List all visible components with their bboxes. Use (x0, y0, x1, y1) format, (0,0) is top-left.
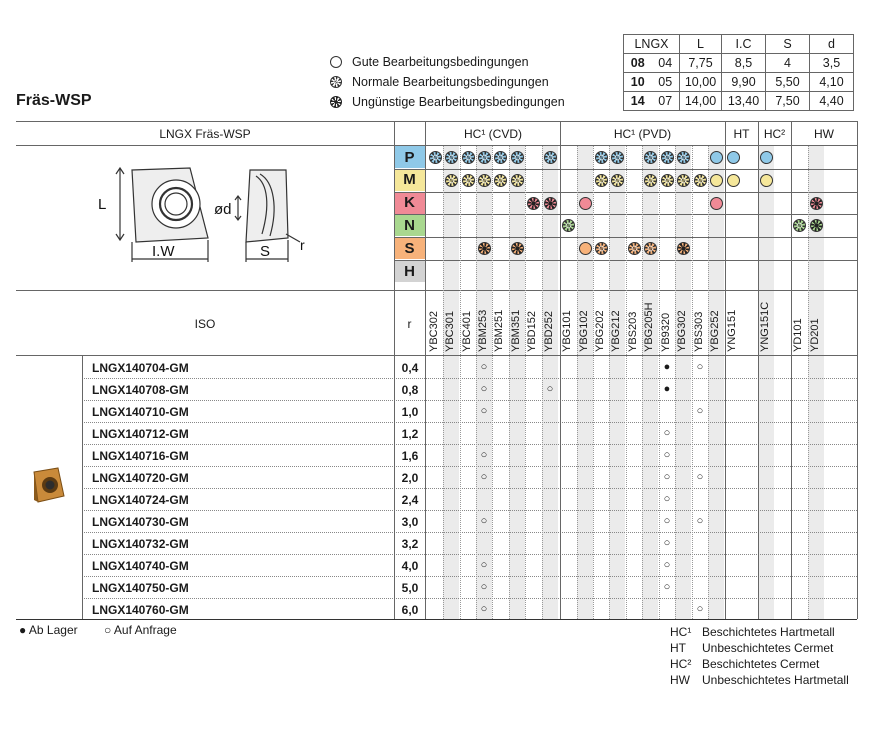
normal-conditions-icon (462, 174, 475, 187)
dims-header: L (680, 35, 722, 54)
product-code: LNGX140704-GM (92, 361, 189, 375)
normal-conditions-icon (445, 151, 458, 164)
abbr-key: HW (670, 673, 690, 687)
abbr-text: Unbeschichtetes Hartmetall (702, 673, 849, 687)
iso-label: ISO (194, 317, 216, 331)
column-stripe (708, 146, 724, 619)
grade-name: YBD152 (526, 311, 538, 352)
column-stripe (808, 146, 824, 619)
dims-header: d (810, 35, 854, 54)
row-separator (82, 554, 857, 555)
request-mark: ○ (663, 493, 671, 505)
grade-label (661, 302, 672, 352)
grid-line (16, 619, 857, 620)
request-mark: ○ (480, 515, 488, 527)
product-code: LNGX140720-GM (92, 471, 189, 485)
grade-label (710, 302, 721, 352)
row-separator (82, 400, 857, 401)
request-mark: ○ (696, 405, 704, 417)
bad-conditions-icon (330, 96, 342, 108)
request-mark: ○ (480, 581, 488, 593)
bad-conditions-icon (511, 242, 524, 255)
request-mark: ○ (696, 515, 704, 527)
legend-label: Ungünstige Bearbeitungsbedingungen (352, 95, 565, 109)
grade-name: YBG205H (643, 302, 655, 352)
request-mark: ○ (663, 449, 671, 461)
radius-value: 3,2 (401, 537, 419, 551)
grid-line (443, 146, 444, 619)
good-conditions-icon (710, 174, 723, 187)
grid-line (593, 146, 594, 619)
request-mark: ○ (480, 471, 488, 483)
product-code: LNGX140708-GM (92, 383, 189, 397)
product-code: LNGX140732-GM (92, 537, 189, 551)
normal-conditions-icon (628, 242, 641, 255)
section-header: LNGX Fräs-WSP (159, 127, 251, 141)
stock-mark: ● (663, 361, 671, 373)
row-separator (82, 576, 857, 577)
column-stripe (642, 146, 658, 619)
grade-label (760, 302, 771, 352)
dims-L: 7,75 (680, 54, 722, 73)
legend-normal (330, 73, 549, 91)
grade-name: YBC301 (444, 311, 456, 352)
request-mark: ○ (480, 383, 488, 395)
dims-row (624, 92, 854, 111)
abbr-key: HC¹ (670, 625, 692, 639)
drawing-label-L: L (98, 196, 107, 213)
legend-bad (330, 93, 565, 111)
grid-line (577, 146, 578, 619)
material-P: P (394, 146, 425, 168)
radius-value: 3,0 (401, 515, 419, 529)
insert-drawing (90, 158, 320, 268)
product-code: LNGX140760-GM (92, 603, 189, 617)
grade-label (462, 302, 473, 352)
grade-name: YBG101 (561, 310, 573, 352)
bad-conditions-icon (478, 242, 491, 255)
normal-conditions-icon (793, 219, 806, 232)
radius-value: 6,0 (401, 603, 419, 617)
normal-conditions-icon (595, 151, 608, 164)
grade-name: YBG302 (676, 310, 688, 352)
grade-label (511, 302, 522, 352)
dims-thick: 07 (652, 92, 680, 111)
dims-IC: 9,90 (722, 73, 766, 92)
good-conditions-icon (727, 151, 740, 164)
normal-conditions-icon (644, 242, 657, 255)
bad-conditions-icon (810, 197, 823, 210)
grade-label (429, 302, 440, 352)
r-label: r (407, 317, 412, 331)
normal-conditions-icon (494, 174, 507, 187)
grid-line (758, 121, 759, 619)
grid-line (525, 146, 526, 619)
legend-label: Gute Bearbeitungsbedingungen (352, 55, 529, 69)
column-stripe (577, 146, 593, 619)
drawing-label-r: r (300, 237, 305, 253)
dims-d: 3,5 (810, 54, 854, 73)
group-header-hc2: HC² (763, 127, 786, 141)
legend-good (330, 53, 529, 71)
grade-name: YD101 (792, 318, 804, 352)
group-header-pvd: HC¹ (PVD) (613, 127, 672, 141)
column-stripe (675, 146, 691, 619)
normal-conditions-icon (661, 151, 674, 164)
grid-line (659, 146, 660, 619)
grade-name: YBM351 (510, 309, 522, 352)
request-mark: ○ (480, 559, 488, 571)
good-conditions-icon (579, 197, 592, 210)
grade-label (579, 302, 590, 352)
dims-header: I.C (722, 35, 766, 54)
dims-size: 08 (624, 54, 652, 73)
grid-line (857, 121, 858, 619)
grade-label (562, 302, 573, 352)
grid-line (675, 146, 676, 619)
grid-line (476, 146, 477, 619)
normal-conditions-icon (562, 219, 575, 232)
dims-thick: 04 (652, 54, 680, 73)
grade-label (494, 302, 505, 352)
group-header-hw: HW (814, 127, 834, 141)
good-conditions-icon (579, 242, 592, 255)
request-mark: ○ (663, 515, 671, 527)
page-title: Fräs-WSP (16, 92, 92, 109)
normal-conditions-icon (694, 174, 707, 187)
request-mark: ○ (480, 449, 488, 461)
grade-label (644, 302, 655, 352)
product-code: LNGX140716-GM (92, 449, 189, 463)
dims-IC: 13,40 (722, 92, 766, 111)
normal-conditions-icon (511, 151, 524, 164)
product-code: LNGX140712-GM (92, 427, 189, 441)
normal-conditions-icon (494, 151, 507, 164)
request-mark: ○ (546, 383, 554, 395)
column-stripe (758, 146, 774, 619)
grade-label (628, 302, 639, 352)
normal-conditions-icon (661, 174, 674, 187)
grid-line (692, 146, 693, 619)
radius-value: 1,6 (401, 449, 419, 463)
dims-d: 4,10 (810, 73, 854, 92)
material-M: M (394, 169, 425, 191)
material-K: K (394, 192, 425, 214)
good-conditions-icon (710, 197, 723, 210)
grade-name: YBS203 (627, 311, 639, 352)
grade-name: YBG102 (578, 310, 590, 352)
insert-photo-icon (30, 466, 66, 504)
dims-thick: 05 (652, 73, 680, 92)
grade-label (544, 302, 555, 352)
grade-name: YB9320 (660, 312, 672, 352)
grade-label (677, 302, 688, 352)
radius-value: 0,8 (401, 383, 419, 397)
grade-label (727, 302, 738, 352)
grid-line (542, 146, 543, 619)
grade-name: YD201 (809, 318, 821, 352)
grade-name: YBS303 (693, 311, 705, 352)
normal-conditions-icon (330, 76, 342, 88)
grid-line (626, 146, 627, 619)
radius-value: 1,2 (401, 427, 419, 441)
normal-conditions-icon (511, 174, 524, 187)
group-header-cvd: HC¹ (CVD) (464, 127, 522, 141)
good-conditions-icon (760, 174, 773, 187)
grade-label (793, 302, 804, 352)
grade-label (595, 302, 606, 352)
request-mark: ○ (696, 361, 704, 373)
good-conditions-icon (330, 56, 342, 68)
row-separator (82, 598, 857, 599)
grid-line (492, 146, 493, 619)
column-stripe (509, 146, 525, 619)
normal-conditions-icon (644, 151, 657, 164)
column-stripe (443, 146, 459, 619)
good-conditions-icon (710, 151, 723, 164)
drawing-label-d: ød (214, 201, 232, 218)
dims-L: 10,00 (680, 73, 722, 92)
dims-S: 7,50 (766, 92, 810, 111)
dims-row (624, 54, 854, 73)
grid-line (509, 146, 510, 619)
good-conditions-icon (727, 174, 740, 187)
normal-conditions-icon (677, 151, 690, 164)
dims-IC: 8,5 (722, 54, 766, 73)
grade-name: YNG151C (759, 301, 771, 352)
grade-name: YBD252 (543, 311, 555, 352)
dims-header-row (624, 35, 854, 54)
normal-conditions-icon (644, 174, 657, 187)
dims-row (624, 73, 854, 92)
abbr-key: HC² (670, 657, 692, 671)
grid-line (791, 121, 792, 619)
normal-conditions-icon (445, 174, 458, 187)
row-separator (82, 510, 857, 511)
bad-conditions-icon (810, 219, 823, 232)
radius-value: 0,4 (401, 361, 419, 375)
normal-conditions-icon (677, 174, 690, 187)
grid-line (425, 121, 426, 619)
request-mark: ○ (480, 603, 488, 615)
normal-conditions-icon (429, 151, 442, 164)
grid-line (394, 121, 395, 619)
grade-name: YBM251 (493, 309, 505, 352)
dims-header: LNGX (624, 35, 680, 54)
product-code: LNGX140740-GM (92, 559, 189, 573)
grid-line (642, 146, 643, 619)
request-mark: ○ (696, 603, 704, 615)
good-conditions-icon (760, 151, 773, 164)
dims-d: 4,40 (810, 92, 854, 111)
grid-line (560, 121, 561, 619)
grid-line (82, 355, 83, 619)
request-mark: ○ (663, 559, 671, 571)
grade-label (810, 302, 821, 352)
drawing-label-s: S (260, 243, 271, 260)
product-code: LNGX140730-GM (92, 515, 189, 529)
dims-S: 5,50 (766, 73, 810, 92)
grid-line (708, 146, 709, 619)
radius-value: 2,4 (401, 493, 419, 507)
bad-conditions-icon (677, 242, 690, 255)
grade-label (611, 302, 622, 352)
product-code: LNGX140724-GM (92, 493, 189, 507)
legend-label: Normale Bearbeitungsbedingungen (352, 75, 549, 89)
grade-name: YBM253 (477, 309, 489, 352)
material-H: H (394, 260, 425, 282)
radius-value: 5,0 (401, 581, 419, 595)
column-stripe (609, 146, 625, 619)
radius-value: 4,0 (401, 559, 419, 573)
abbr-key: HT (670, 641, 686, 655)
grade-label (478, 302, 489, 352)
grid-line (16, 355, 857, 356)
dims-S: 4 (766, 54, 810, 73)
drawing-label-iw: I.W (152, 243, 175, 260)
bad-conditions-icon (527, 197, 540, 210)
row-separator (82, 378, 857, 379)
grade-name: YBG252 (709, 310, 721, 352)
grade-name: YBG212 (610, 310, 622, 352)
normal-conditions-icon (611, 151, 624, 164)
bad-conditions-icon (544, 197, 557, 210)
normal-conditions-icon (544, 151, 557, 164)
normal-conditions-icon (478, 151, 491, 164)
radius-value: 1,0 (401, 405, 419, 419)
grade-name: YBG202 (594, 310, 606, 352)
request-mark: ○ (696, 471, 704, 483)
dims-header: S (766, 35, 810, 54)
product-code: LNGX140710-GM (92, 405, 189, 419)
grade-label (527, 302, 538, 352)
row-separator (82, 466, 857, 467)
abbr-text: Beschichtetes Cermet (702, 657, 820, 671)
grid-line (460, 146, 461, 619)
group-header-ht: HT (733, 127, 750, 141)
request-mark: ○ (663, 537, 671, 549)
request-mark: ○ (663, 471, 671, 483)
row-separator (82, 444, 857, 445)
request-mark: ○ (480, 361, 488, 373)
request-mark: ○ (663, 581, 671, 593)
row-separator (82, 422, 857, 423)
dimensions-table (623, 34, 854, 111)
normal-conditions-icon (595, 242, 608, 255)
legend-stock: ● Ab Lager (19, 623, 78, 637)
normal-conditions-icon (611, 174, 624, 187)
grade-label (445, 302, 456, 352)
request-mark: ○ (480, 405, 488, 417)
grid-line (16, 121, 857, 122)
request-mark: ○ (663, 427, 671, 439)
normal-conditions-icon (478, 174, 491, 187)
legend-request: ○ Auf Anfrage (104, 623, 177, 637)
dims-size: 10 (624, 73, 652, 92)
grade-name: YNG151 (726, 309, 738, 352)
row-separator (82, 532, 857, 533)
grid-line (16, 290, 857, 291)
dims-L: 14,00 (680, 92, 722, 111)
grade-label (694, 302, 705, 352)
material-N: N (394, 214, 425, 236)
grid-line (16, 145, 857, 146)
grade-name: YBC302 (428, 311, 440, 352)
grid-line (808, 146, 809, 619)
stock-mark: ● (663, 383, 671, 395)
grid-line (725, 121, 726, 619)
grade-name: YBC401 (461, 311, 473, 352)
abbr-text: Unbeschichtetes Cermet (702, 641, 834, 655)
dims-size: 14 (624, 92, 652, 111)
product-code: LNGX140750-GM (92, 581, 189, 595)
normal-conditions-icon (462, 151, 475, 164)
abbr-text: Beschichtetes Hartmetall (702, 625, 835, 639)
material-S: S (394, 237, 425, 259)
radius-value: 2,0 (401, 471, 419, 485)
row-separator (82, 488, 857, 489)
grid-line (609, 146, 610, 619)
normal-conditions-icon (595, 174, 608, 187)
